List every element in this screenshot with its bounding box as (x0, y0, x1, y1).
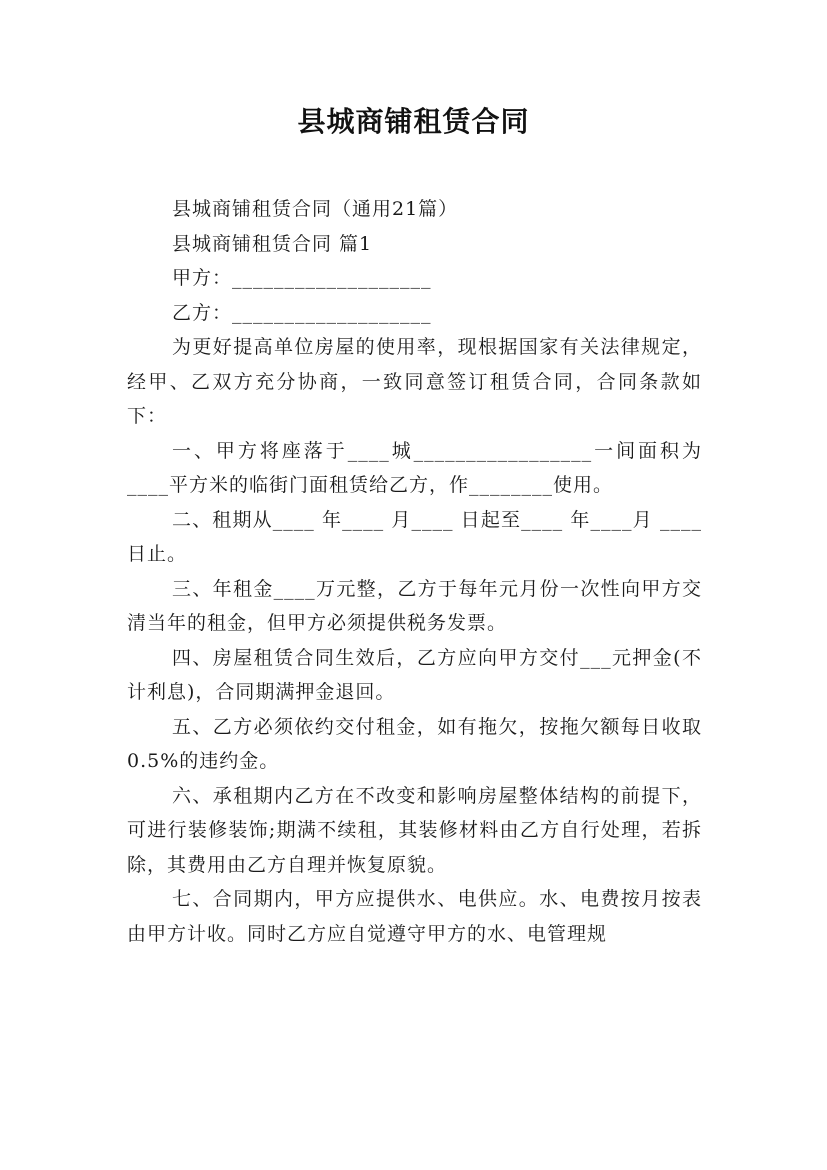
paragraph-clause-4: 四、房屋租赁合同生效后，乙方应向甲方交付___元押金(不计利息)，合同期满押金退回。 (127, 646, 702, 703)
paragraph-clause-7: 七、合同期内，甲方应提供水、电供应。水、电费按月按表由甲方计收。同时乙方应自觉遵守甲方的水、电管理规 (127, 888, 702, 945)
paragraph-clause-3: 三、年租金____万元整，乙方于每年元月份一次性向甲方交清当年的租金，但甲方必须提供税务发票。 (127, 577, 702, 634)
paragraph-clause-2: 二、租期从____ 年____ 月____ 日起至____ 年____月 ____ 日止。 (127, 508, 702, 565)
paragraph-clause-5: 五、乙方必须依约交付租金，如有拖欠，按拖欠额每日收取0.5%的违约金。 (127, 715, 702, 772)
paragraph-party-b: 乙方：___________________ (172, 301, 432, 324)
paragraph-subtitle: 县城商铺租赁合同（通用21篇） (172, 198, 459, 220)
paragraph-preamble: 为更好提高单位房屋的使用率，现根据国家有关法律规定，经甲、乙双方充分协商，一致同意签订租赁合同，合同条款如下： (127, 336, 702, 427)
paragraph-clause-6: 六、承租期内乙方在不改变和影响房屋整体结构的前提下，可进行装修装饰;期满不续租，其装修材料由乙方自行处理，若拆除，其费用由乙方自理并恢复原貌。 (127, 784, 702, 876)
paragraph-party-a: 甲方：___________________ (172, 267, 432, 289)
document-body (127, 192, 702, 951)
document-title: 县城商铺租赁合同 (297, 105, 530, 138)
paragraph-section-heading: 县城商铺租赁合同 篇1 (172, 232, 373, 255)
paragraph-clause-1: 一、甲方将座落于____城_________________一间面积为____平方米的临街门面租赁给乙方，作________使用。 (127, 439, 702, 496)
